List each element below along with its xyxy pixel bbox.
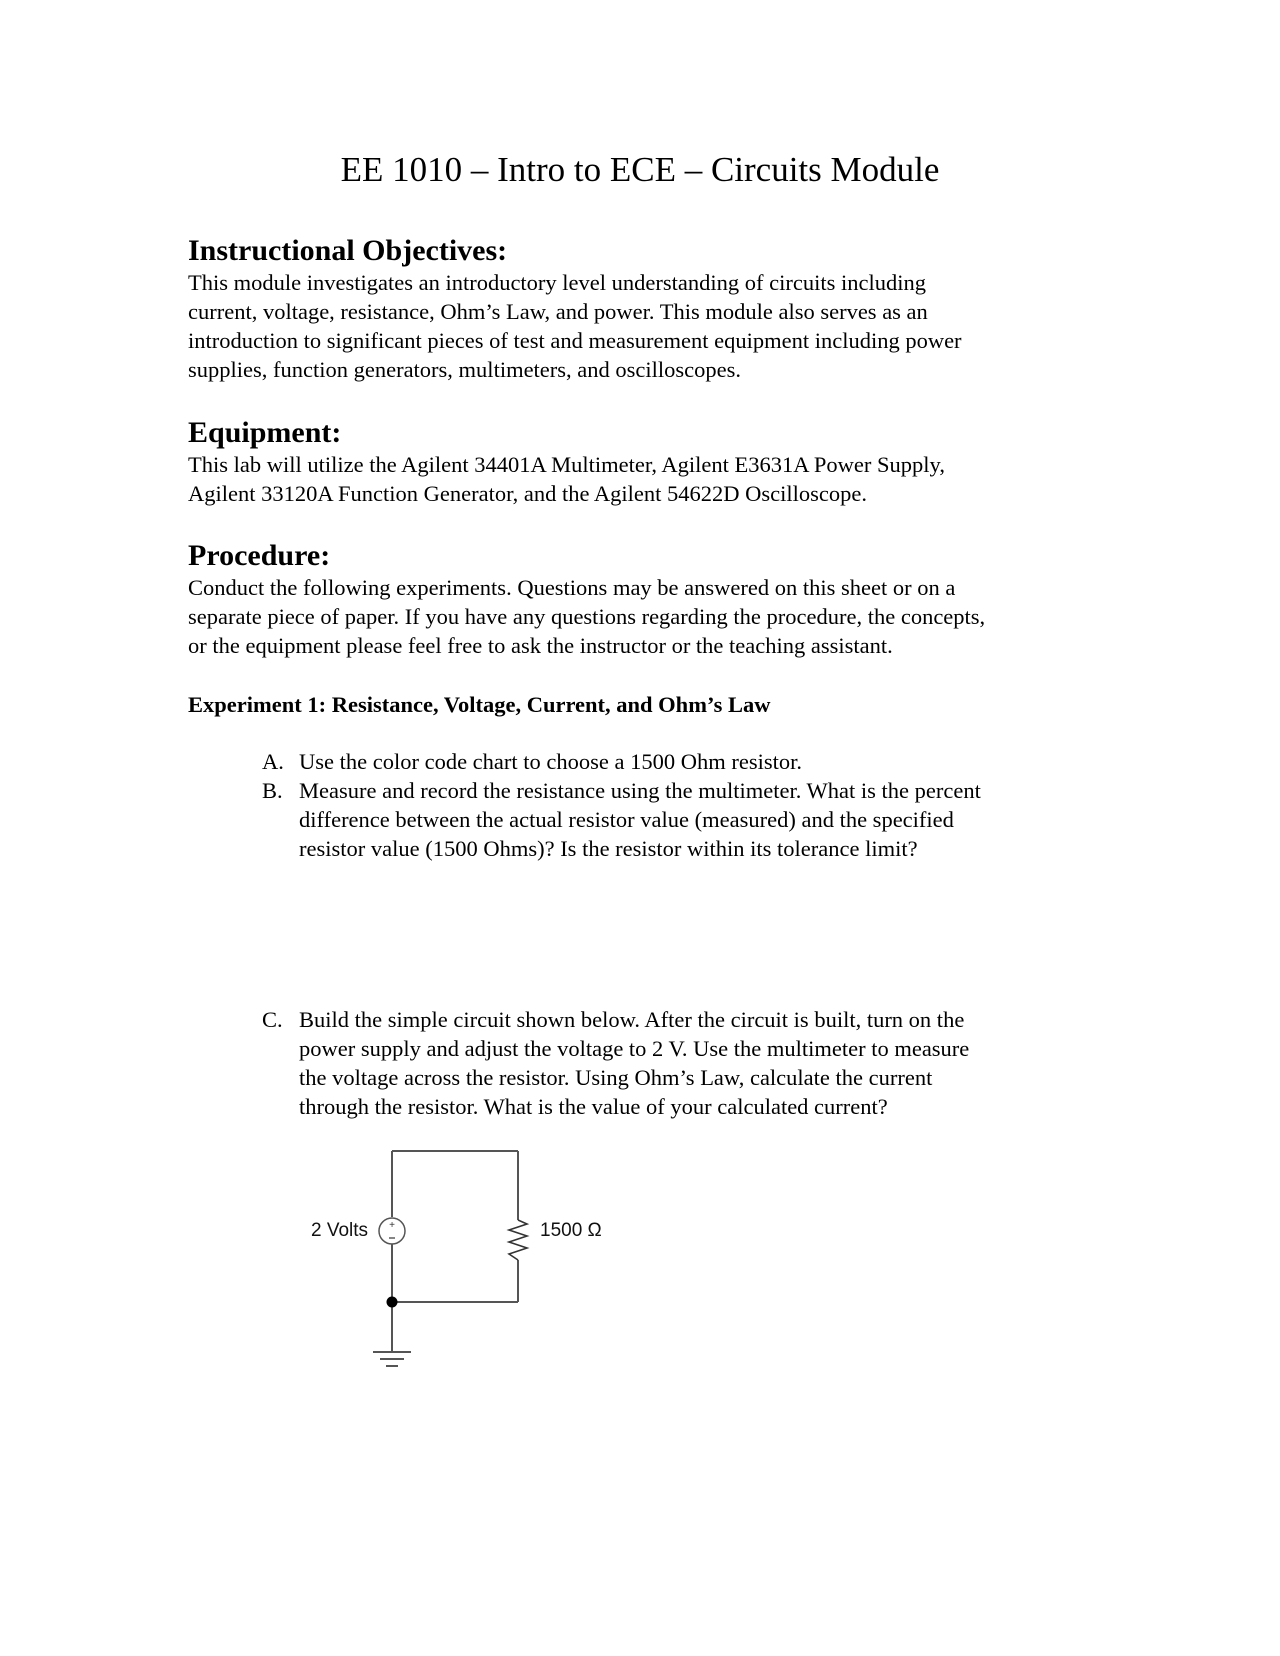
list-marker: B. (262, 778, 283, 803)
equipment-heading: Equipment: (188, 416, 342, 449)
equipment-line: This lab will utilize the Agilent 34401A Multimeter, Agilent E3631A Power Supply, (188, 452, 945, 477)
list-item-text (299, 747, 802, 776)
list-item-line: Measure and record the resistance using the multimeter. What is the percent (299, 778, 981, 803)
svg-text:+: + (389, 1220, 395, 1231)
list-marker: A. (262, 749, 284, 774)
objectives-line: supplies, function generators, multimeters, and oscilloscopes. (188, 357, 742, 382)
ground-icon (373, 1352, 411, 1366)
circuit-schematic (300, 1140, 630, 1380)
objectives-heading: Instructional Objectives: (188, 234, 508, 267)
circuit-diagram (300, 1140, 630, 1380)
list-item-text (299, 1005, 969, 1121)
source-voltage-label: 2 Volts (311, 1220, 369, 1241)
objectives-line: current, voltage, resistance, Ohm’s Law, and power. This module also serves as an (188, 299, 928, 324)
procedure-line: separate piece of paper. If you have any questions regarding the procedure, the concepts, (188, 604, 986, 629)
list-item-line: through the resistor. What is the value of your calculated current? (299, 1094, 888, 1119)
list-item-line: power supply and adjust the voltage to 2 V. Use the multimeter to measure (299, 1036, 970, 1061)
procedure-paragraph (188, 573, 1088, 660)
list-item-line: Build the simple circuit shown below. After the circuit is built, turn on the (299, 1007, 965, 1032)
list-item-line: difference between the actual resistor value (measured) and the specified (299, 807, 954, 832)
procedure-line: or the equipment please feel free to ask the instructor or the teaching assistant. (188, 633, 893, 658)
list-item-line: Use the color code chart to choose a 1500 Ohm resistor. (299, 749, 802, 774)
resistor-icon (509, 1220, 527, 1260)
document-title: EE 1010 – Intro to ECE – Circuits Module (340, 150, 940, 189)
list-item-line: the voltage across the resistor. Using Ohm’s Law, calculate the current (299, 1065, 933, 1090)
equipment-paragraph (188, 450, 1088, 508)
objectives-line: introduction to significant pieces of test and measurement equipment including power (188, 328, 962, 353)
list-item-line: resistor value (1500 Ohms)? Is the resistor within its tolerance limit? (299, 836, 918, 861)
list-item-text (299, 776, 981, 863)
list-marker: C. (262, 1007, 283, 1032)
experiment1-heading: Experiment 1: Resistance, Voltage, Current, and Ohm’s Law (188, 692, 771, 717)
procedure-heading: Procedure: (188, 539, 331, 572)
objectives-line: This module investigates an introductory level understanding of circuits including (188, 270, 926, 295)
equipment-line: Agilent 33120A Function Generator, and the Agilent 54622D Oscilloscope. (188, 481, 867, 506)
resistor-value-label: 1500 Ω (540, 1220, 602, 1241)
voltage-source-icon (379, 1218, 405, 1244)
objectives-paragraph (188, 268, 1088, 384)
procedure-line: Conduct the following experiments. Questions may be answered on this sheet or on a (188, 575, 956, 600)
junction-dot-icon (387, 1297, 398, 1308)
